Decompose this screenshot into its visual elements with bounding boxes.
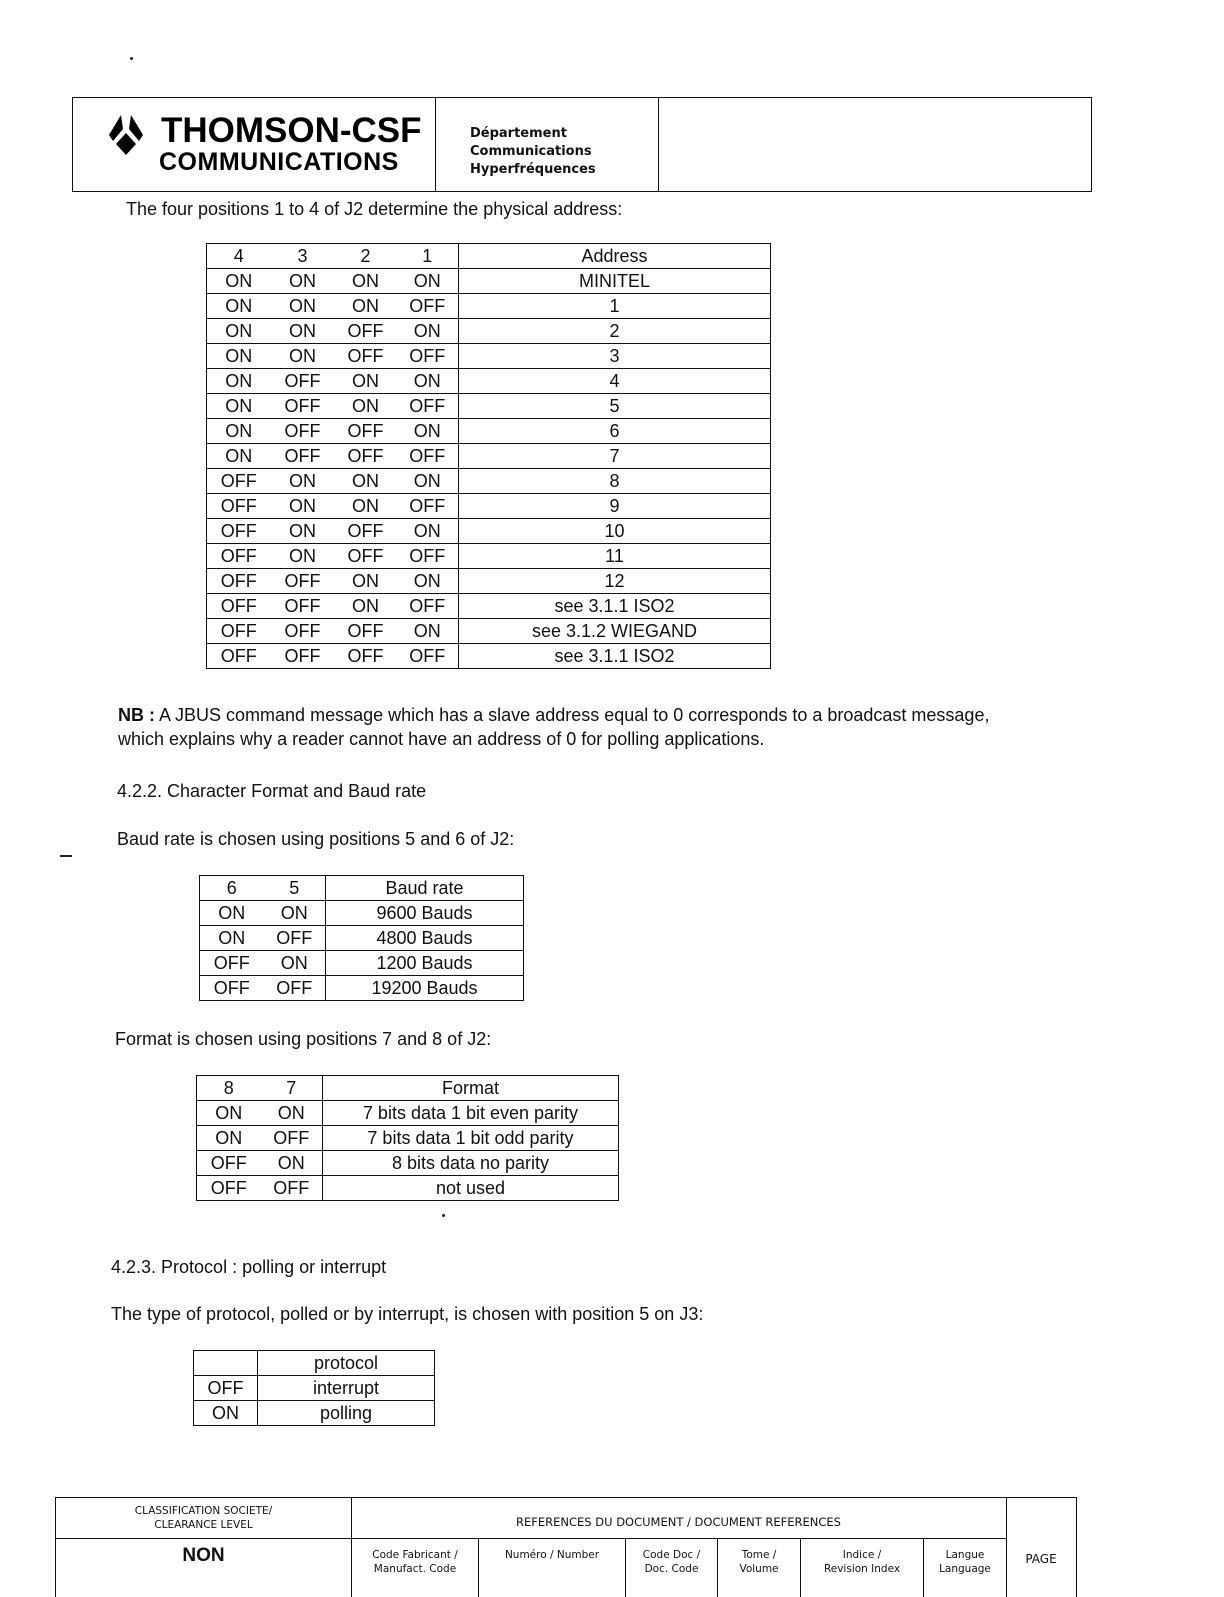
address-table-cell: ON xyxy=(397,269,459,294)
address-table-cell: OFF xyxy=(335,319,397,344)
address-table-cell: ON xyxy=(271,294,335,319)
address-table-cell: ON xyxy=(207,319,271,344)
address-table-cell: ON xyxy=(397,469,459,494)
address-table-row xyxy=(207,394,771,419)
address-table-cell: ON xyxy=(335,494,397,519)
address-table-cell: 2 xyxy=(459,319,771,344)
address-table-header-cell: Address xyxy=(459,244,771,269)
address-table-row xyxy=(207,344,771,369)
document-header xyxy=(72,97,1092,192)
protocol-table-cell: ON xyxy=(194,1401,258,1426)
thomson-logo-icon xyxy=(107,113,145,155)
format-table-cell: OFF xyxy=(197,1151,261,1176)
address-table-cell: ON xyxy=(335,269,397,294)
address-table-cell: 5 xyxy=(459,394,771,419)
address-table-row xyxy=(207,469,771,494)
address-table-cell: ON xyxy=(397,569,459,594)
nb-label: NB : xyxy=(118,705,155,725)
address-table-cell: OFF xyxy=(207,569,271,594)
address-table-header-cell: 4 xyxy=(207,244,271,269)
baud-table-cell: ON xyxy=(264,901,326,926)
address-table-cell: ON xyxy=(271,544,335,569)
address-table-cell: OFF xyxy=(397,494,459,519)
footer-col-doc-code: Code Doc / Doc. Code xyxy=(642,1549,701,1575)
scan-dot xyxy=(130,57,133,60)
baud-table-cell: ON xyxy=(264,951,326,976)
protocol-table-header-cell: protocol xyxy=(258,1351,435,1376)
baud-table-cell: ON xyxy=(200,926,264,951)
baud-table-cell: OFF xyxy=(264,926,326,951)
baud-table-cell: OFF xyxy=(264,976,326,1001)
nb-line-1 xyxy=(118,703,989,727)
scan-mark xyxy=(60,855,72,857)
address-table-row xyxy=(207,594,771,619)
address-table-row xyxy=(207,419,771,444)
department-line: Hyperfréquences xyxy=(470,162,596,177)
format-table-row xyxy=(197,1151,619,1176)
address-table-cell: OFF xyxy=(207,619,271,644)
address-table-cell: OFF xyxy=(207,644,271,669)
protocol-table-header-row xyxy=(194,1351,435,1376)
company-name: THOMSON-CSF xyxy=(161,111,422,150)
address-table-cell: OFF xyxy=(335,419,397,444)
address-table-row xyxy=(207,619,771,644)
address-table-header-cell: 1 xyxy=(397,244,459,269)
baud-table-cell: 4800 Bauds xyxy=(326,926,524,951)
address-table-cell: OFF xyxy=(335,344,397,369)
address-table-cell: OFF xyxy=(397,594,459,619)
address-table-row xyxy=(207,294,771,319)
address-table-cell: OFF xyxy=(397,394,459,419)
format-table-row xyxy=(197,1101,619,1126)
format-table-cell: ON xyxy=(261,1101,323,1126)
address-table-cell: OFF xyxy=(207,469,271,494)
protocol-table-row xyxy=(194,1401,435,1426)
department-block xyxy=(470,125,596,179)
address-table-cell: ON xyxy=(335,394,397,419)
address-table-cell: see 3.1.1 ISO2 xyxy=(459,644,771,669)
address-table-cell: OFF xyxy=(271,394,335,419)
nb-text: A JBUS command message which has a slave address equal to 0 corresponds to a broadcast message, xyxy=(159,705,990,725)
address-table-cell: ON xyxy=(397,419,459,444)
format-table-row xyxy=(197,1126,619,1151)
address-table-cell: OFF xyxy=(397,344,459,369)
footer-col-language: Langue Language xyxy=(939,1549,991,1575)
address-table-header-cell: 3 xyxy=(271,244,335,269)
format-table xyxy=(196,1075,619,1201)
baud-table-header-cell: 5 xyxy=(264,876,326,901)
address-table-cell: ON xyxy=(397,619,459,644)
format-table-row xyxy=(197,1176,619,1201)
address-table xyxy=(206,243,771,669)
references-title: REFERENCES DU DOCUMENT / DOCUMENT REFERENCES xyxy=(516,1515,841,1529)
address-table-row xyxy=(207,369,771,394)
footer-col-manufacturer: Code Fabricant / Manufact. Code xyxy=(372,1549,458,1575)
baud-table-cell: OFF xyxy=(200,976,264,1001)
scan-dot xyxy=(442,1214,445,1217)
address-table-cell: OFF xyxy=(335,619,397,644)
baud-table-cell: 1200 Bauds xyxy=(326,951,524,976)
format-table-cell: 7 bits data 1 bit odd parity xyxy=(323,1126,619,1151)
address-table-cell: 1 xyxy=(459,294,771,319)
address-table-cell: ON xyxy=(397,369,459,394)
address-table-cell: OFF xyxy=(207,494,271,519)
protocol-table-cell: OFF xyxy=(194,1376,258,1401)
address-table-cell: OFF xyxy=(271,594,335,619)
address-table-cell: OFF xyxy=(271,444,335,469)
format-table-header-cell: Format xyxy=(323,1076,619,1101)
address-table-cell: ON xyxy=(207,369,271,394)
address-table-cell: ON xyxy=(207,419,271,444)
protocol-table-header-cell xyxy=(194,1351,258,1376)
address-table-cell: OFF xyxy=(271,569,335,594)
address-table-cell: ON xyxy=(335,594,397,619)
protocol-table-cell: polling xyxy=(258,1401,435,1426)
address-table-cell: see 3.1.1 ISO2 xyxy=(459,594,771,619)
document-footer xyxy=(55,1497,1077,1597)
address-table-cell: 4 xyxy=(459,369,771,394)
address-table-cell: ON xyxy=(335,469,397,494)
footer-page-label: PAGE xyxy=(1025,1552,1057,1566)
address-table-cell: ON xyxy=(335,569,397,594)
address-table-cell: OFF xyxy=(271,419,335,444)
address-table-cell: see 3.1.2 WIEGAND xyxy=(459,619,771,644)
address-table-cell: ON xyxy=(207,294,271,319)
address-table-cell: OFF xyxy=(335,444,397,469)
address-intro: The four positions 1 to 4 of J2 determine the physical address: xyxy=(126,199,623,219)
address-table-row xyxy=(207,569,771,594)
protocol-table-cell: interrupt xyxy=(258,1376,435,1401)
address-table-cell: OFF xyxy=(397,544,459,569)
address-table-row xyxy=(207,319,771,344)
address-table-row xyxy=(207,544,771,569)
address-table-cell: MINITEL xyxy=(459,269,771,294)
address-table-cell: OFF xyxy=(335,519,397,544)
nb-line-2: which explains why a reader cannot have an address of 0 for polling applications. xyxy=(118,729,765,749)
format-table-cell: ON xyxy=(197,1101,261,1126)
baud-table-header-row xyxy=(200,876,524,901)
format-table-cell: 8 bits data no parity xyxy=(323,1151,619,1176)
address-table-cell: 9 xyxy=(459,494,771,519)
format-table-cell: OFF xyxy=(197,1176,261,1201)
company-subtitle: COMMUNICATIONS xyxy=(159,148,399,176)
address-table-cell: ON xyxy=(335,294,397,319)
address-table-cell: 7 xyxy=(459,444,771,469)
baud-table-header-cell: Baud rate xyxy=(326,876,524,901)
address-table-cell: OFF xyxy=(397,644,459,669)
baud-table-row xyxy=(200,901,524,926)
department-line: Département xyxy=(470,126,567,141)
address-table-cell: 12 xyxy=(459,569,771,594)
address-table-cell: ON xyxy=(271,469,335,494)
address-table-cell: OFF xyxy=(271,369,335,394)
format-table-cell: ON xyxy=(261,1151,323,1176)
address-table-cell: OFF xyxy=(207,594,271,619)
footer-col-volume: Tome / Volume xyxy=(739,1549,779,1575)
format-table-cell: 7 bits data 1 bit even parity xyxy=(323,1101,619,1126)
baud-table xyxy=(199,875,524,1001)
department-line: Communications xyxy=(470,144,592,159)
address-table-cell: OFF xyxy=(335,544,397,569)
address-table-cell: ON xyxy=(397,519,459,544)
format-table-cell: OFF xyxy=(261,1126,323,1151)
address-table-cell: ON xyxy=(271,269,335,294)
address-table-cell: 3 xyxy=(459,344,771,369)
address-table-cell: 10 xyxy=(459,519,771,544)
address-table-row xyxy=(207,494,771,519)
classification-title: CLASSIFICATION SOCIETE/ CLEARANCE LEVEL xyxy=(134,1505,273,1531)
baud-table-header-cell: 6 xyxy=(200,876,264,901)
address-table-cell: ON xyxy=(207,444,271,469)
footer-col-number: Numéro / Number xyxy=(504,1549,600,1561)
address-table-row xyxy=(207,269,771,294)
format-table-header-cell: 7 xyxy=(261,1076,323,1101)
protocol-table xyxy=(193,1350,435,1426)
address-table-row xyxy=(207,519,771,544)
footer-col-revision: Indice / Revision Index xyxy=(823,1549,901,1575)
address-table-cell: OFF xyxy=(335,644,397,669)
format-table-cell: OFF xyxy=(261,1176,323,1201)
address-table-cell: OFF xyxy=(271,619,335,644)
baud-table-cell: 9600 Bauds xyxy=(326,901,524,926)
baud-table-cell: ON xyxy=(200,901,264,926)
address-table-header-cell: 2 xyxy=(335,244,397,269)
format-table-header-row xyxy=(197,1076,619,1101)
baud-table-row xyxy=(200,976,524,1001)
address-table-row xyxy=(207,444,771,469)
protocol-intro: The type of protocol, polled or by interrupt, is chosen with position 5 on J3: xyxy=(111,1304,704,1324)
address-table-header-row xyxy=(207,244,771,269)
address-table-row xyxy=(207,644,771,669)
format-table-header-cell: 8 xyxy=(197,1076,261,1101)
format-table-cell: not used xyxy=(323,1176,619,1201)
address-table-cell: ON xyxy=(335,369,397,394)
section-heading-422: 4.2.2. Character Format and Baud rate xyxy=(117,781,427,801)
address-table-cell: ON xyxy=(207,269,271,294)
address-table-cell: 8 xyxy=(459,469,771,494)
address-table-cell: OFF xyxy=(271,644,335,669)
format-intro: Format is chosen using positions 7 and 8 of J2: xyxy=(115,1029,492,1049)
address-table-cell: ON xyxy=(397,319,459,344)
address-table-cell: ON xyxy=(271,344,335,369)
baud-table-row xyxy=(200,926,524,951)
baud-table-cell: 19200 Bauds xyxy=(326,976,524,1001)
format-table-cell: ON xyxy=(197,1126,261,1151)
address-table-cell: ON xyxy=(271,319,335,344)
address-table-cell: ON xyxy=(271,519,335,544)
protocol-table-row xyxy=(194,1376,435,1401)
baud-intro: Baud rate is chosen using positions 5 and 6 of J2: xyxy=(117,829,515,849)
classification-value: NON xyxy=(182,1545,225,1566)
address-table-cell: OFF xyxy=(207,519,271,544)
address-table-cell: 11 xyxy=(459,544,771,569)
section-heading-423: 4.2.3. Protocol : polling or interrupt xyxy=(111,1257,387,1277)
address-table-cell: ON xyxy=(207,344,271,369)
address-table-cell: ON xyxy=(271,494,335,519)
baud-table-row xyxy=(200,951,524,976)
address-table-cell: OFF xyxy=(397,294,459,319)
address-table-cell: OFF xyxy=(207,544,271,569)
baud-table-cell: OFF xyxy=(200,951,264,976)
address-table-cell: 6 xyxy=(459,419,771,444)
address-table-cell: ON xyxy=(207,394,271,419)
address-table-cell: OFF xyxy=(397,444,459,469)
